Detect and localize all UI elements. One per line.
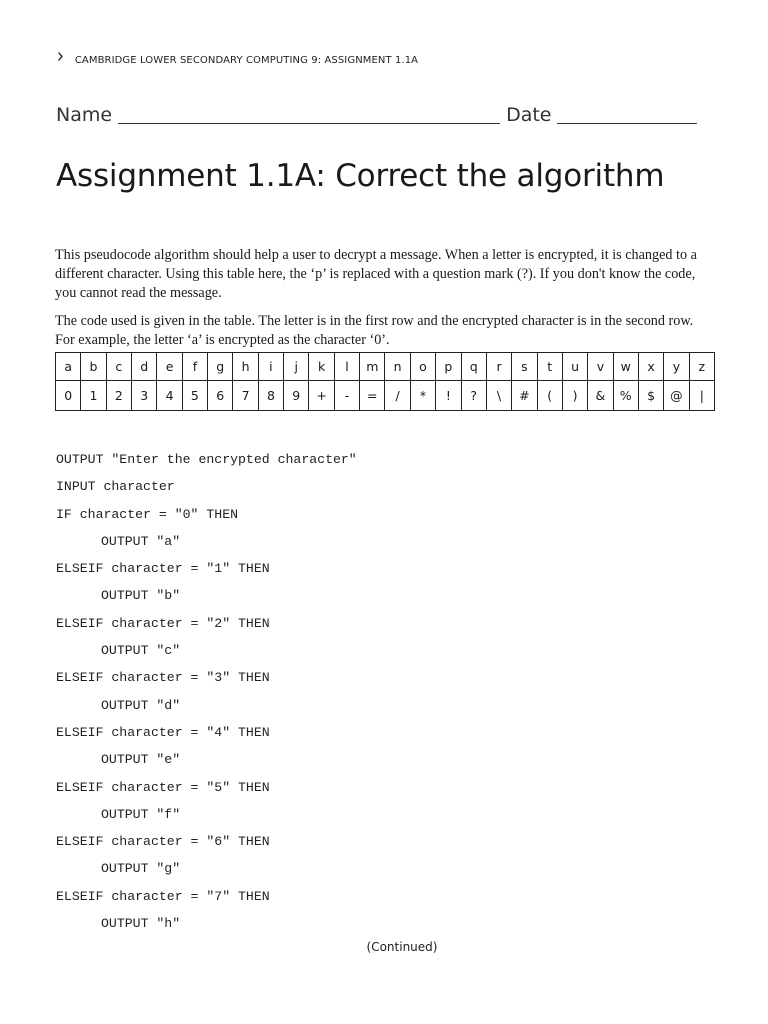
letter-cell: c <box>106 353 131 381</box>
letter-cell: r <box>486 353 511 381</box>
letter-cell: q <box>461 353 486 381</box>
code-cell: 6 <box>208 381 233 411</box>
letter-cell: t <box>537 353 562 381</box>
code-cell: 3 <box>132 381 157 411</box>
code-line: OUTPUT "g" <box>101 861 181 877</box>
letter-cell: m <box>360 353 385 381</box>
letter-cell: i <box>258 353 283 381</box>
code-cell: @ <box>664 381 689 411</box>
code-cell: % <box>613 381 638 411</box>
header-text: CAMBRIDGE LOWER SECONDARY COMPUTING 9: ASSIGNMENT 1.1A <box>74 55 419 66</box>
code-cell: $ <box>638 381 663 411</box>
code-line: OUTPUT "f" <box>101 806 181 822</box>
code-line: ELSEIF character = "7" THEN <box>56 888 270 904</box>
name-date-line <box>56 104 697 126</box>
name-label: Name <box>56 104 113 126</box>
code-cell: 0 <box>56 381 81 411</box>
date-field[interactable] <box>557 105 697 124</box>
code-cell: 5 <box>182 381 207 411</box>
code-line: ELSEIF character = "4" THEN <box>56 724 270 740</box>
name-field[interactable] <box>118 105 500 124</box>
code-cell: | <box>689 381 714 411</box>
intro-paragraph: This pseudocode algorithm should help a user to decrypt a message. When a letter is encrypted, it is changed to a different character. Using this table here, the ‘p’ is replaced with a question mark (?). If you don't know the code, you cannot read the message. <box>55 247 697 301</box>
code-line: ELSEIF character = "6" THEN <box>56 834 270 850</box>
code-cell: * <box>410 381 435 411</box>
page-title: Assignment 1.1A: Correct the algorithm <box>56 158 665 194</box>
code-cell: 8 <box>258 381 283 411</box>
letters-row <box>56 353 715 381</box>
code-line: OUTPUT "c" <box>101 643 181 659</box>
code-line: ELSEIF character = "1" THEN <box>56 561 270 577</box>
code-cell: 9 <box>284 381 309 411</box>
continued-footer: (Continued) <box>366 940 438 954</box>
letter-cell: f <box>182 353 207 381</box>
letter-cell: y <box>664 353 689 381</box>
code-cell: # <box>512 381 537 411</box>
code-cell: / <box>385 381 410 411</box>
code-line: OUTPUT "Enter the encrypted character" <box>56 452 357 467</box>
letter-cell: d <box>132 353 157 381</box>
table-explanation-paragraph: The code used is given in the table. The letter is in the first row and the encrypted character is in the second row. For example, the letter ‘a’ is encrypted as the character ‘0’. <box>55 313 694 348</box>
code-cell: ) <box>562 381 587 411</box>
code-line: INPUT character <box>56 479 175 495</box>
code-line: OUTPUT "h" <box>101 916 181 932</box>
letter-cell: a <box>56 353 81 381</box>
letter-cell: l <box>334 353 359 381</box>
code-cell: 4 <box>157 381 182 411</box>
letter-cell: o <box>410 353 435 381</box>
code-cell: = <box>360 381 385 411</box>
letter-cell: b <box>81 353 106 381</box>
letter-cell: n <box>385 353 410 381</box>
code-line: ELSEIF character = "2" THEN <box>56 615 270 631</box>
code-cell: 2 <box>106 381 131 411</box>
letter-cell: w <box>613 353 638 381</box>
code-line: IF character = "0" THEN <box>56 506 239 522</box>
letter-cell: k <box>309 353 334 381</box>
running-header <box>56 46 418 68</box>
code-line: ELSEIF character = "3" THEN <box>56 670 270 686</box>
letter-cell: s <box>512 353 537 381</box>
letter-cell: g <box>208 353 233 381</box>
letter-cell: h <box>233 353 258 381</box>
codes-row <box>56 381 715 411</box>
letter-cell: v <box>588 353 613 381</box>
code-line: OUTPUT "d" <box>101 697 181 713</box>
code-cell: ? <box>461 381 486 411</box>
letter-cell: p <box>436 353 461 381</box>
code-cell: ! <box>436 381 461 411</box>
letter-cell: u <box>562 353 587 381</box>
code-line: ELSEIF character = "5" THEN <box>56 779 270 795</box>
letter-cell: z <box>689 353 714 381</box>
chevron-right-icon: › <box>56 44 64 69</box>
code-line: OUTPUT "b" <box>101 588 181 604</box>
letter-cell: e <box>157 353 182 381</box>
code-cell: \ <box>486 381 511 411</box>
pseudocode-block <box>56 446 357 937</box>
code-cell: + <box>309 381 334 411</box>
letter-cell: j <box>284 353 309 381</box>
code-cell: - <box>334 381 359 411</box>
code-cell: & <box>588 381 613 411</box>
letter-cell: x <box>638 353 663 381</box>
code-cell: ( <box>537 381 562 411</box>
code-cell: 1 <box>81 381 106 411</box>
code-line: OUTPUT "a" <box>101 533 181 549</box>
code-line: OUTPUT "e" <box>101 752 181 768</box>
date-label: Date <box>506 104 552 126</box>
cipher-table <box>55 352 715 411</box>
code-cell: 7 <box>233 381 258 411</box>
